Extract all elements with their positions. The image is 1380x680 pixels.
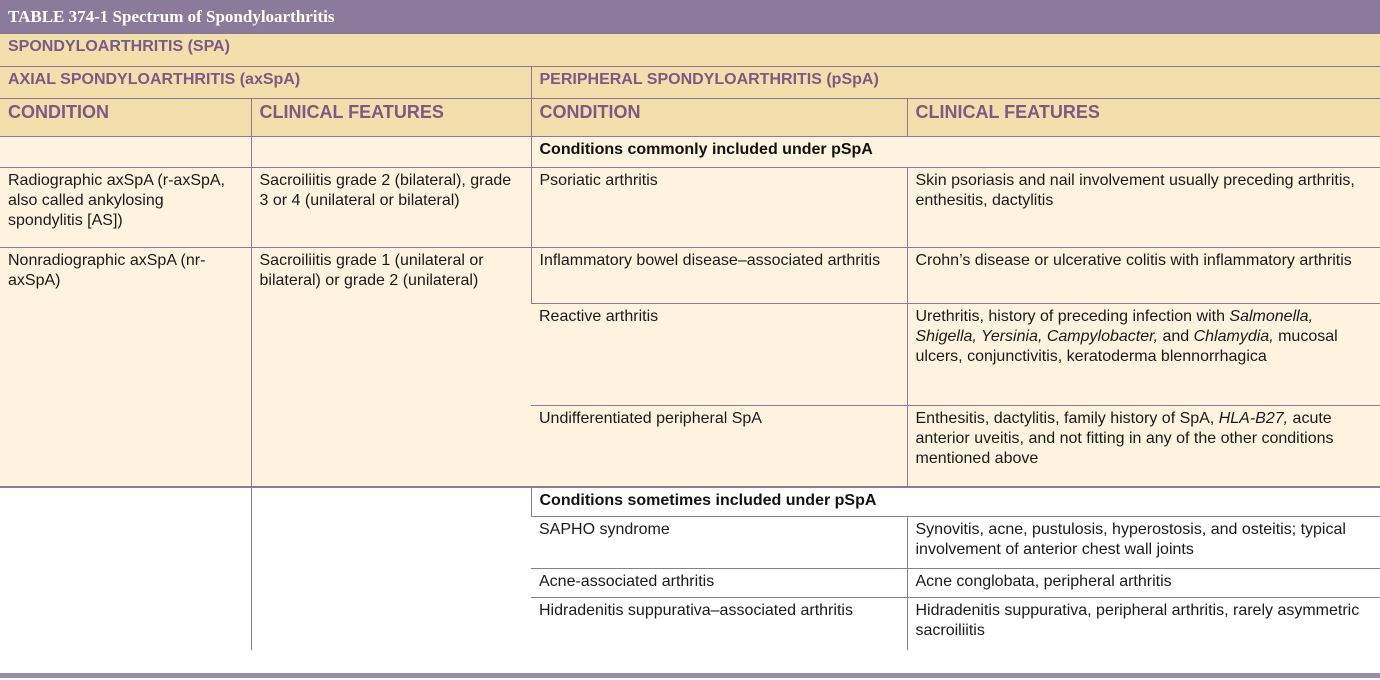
peripheral-condition: SAPHO syndrome	[531, 517, 907, 569]
axial-features: Sacroiliitis grade 2 (bilateral), grade 3 or 4 (unilateral or bilateral)	[251, 168, 531, 248]
group-header-peripheral: PERIPHERAL SPONDYLOARTHRITIS (pSpA)	[531, 67, 1380, 99]
column-header-condition-axial: CONDITION	[0, 99, 251, 137]
column-header-condition-peripheral: CONDITION	[531, 99, 907, 137]
peripheral-features: Crohn’s disease or ulcerative colitis with inflammatory arthritis	[907, 248, 1380, 304]
table-row	[0, 487, 1380, 517]
table-row	[0, 137, 1380, 168]
axial-condition: Nonradiographic axSpA (nr-axSpA)	[0, 248, 251, 487]
table-title: TABLE 374-1 Spectrum of Spondyloarthritis	[0, 0, 1380, 33]
axial-features: Sacroiliitis grade 1 (unilateral or bilateral) or grade 2 (unilateral)	[251, 248, 531, 487]
peripheral-features: Acne conglobata, peripheral arthritis	[907, 569, 1380, 598]
peripheral-condition: Hidradenitis suppurativa–associated arthritis	[531, 598, 907, 650]
empty-cell	[251, 137, 531, 168]
column-header-features-peripheral: CLINICAL FEATURES	[907, 99, 1380, 137]
empty-cell	[0, 487, 251, 650]
peripheral-condition: Undifferentiated peripheral SpA	[531, 406, 907, 487]
section-label-sometimes: Conditions sometimes included under pSpA	[531, 487, 1380, 517]
peripheral-condition: Reactive arthritis	[531, 304, 907, 406]
spondyloarthritis-table	[0, 33, 1380, 650]
table-row	[0, 248, 1380, 304]
section-label-common: Conditions commonly included under pSpA	[531, 137, 1380, 168]
table-row	[0, 168, 1380, 248]
super-header: SPONDYLOARTHRITIS (SPA)	[0, 34, 1380, 67]
peripheral-features: Urethritis, history of preceding infection with Salmonella, Shigella, Yersinia, Campylobacter, and Chlamydia, mucosal ulcers, conjunctivitis, keratoderma blennorrhagica	[907, 304, 1380, 406]
peripheral-condition: Psoriatic arthritis	[531, 168, 907, 248]
empty-cell	[251, 487, 531, 650]
peripheral-condition: Inflammatory bowel disease–associated arthritis	[531, 248, 907, 304]
peripheral-features: Enthesitis, dactylitis, family history of SpA, HLA-B27, acute anterior uveitis, and not fitting in any of the other conditions mentioned above	[907, 406, 1380, 487]
group-header-axial: AXIAL SPONDYLOARTHRITIS (axSpA)	[0, 67, 531, 99]
peripheral-condition: Acne-associated arthritis	[531, 569, 907, 598]
peripheral-features: Synovitis, acne, pustulosis, hyperostosis, and osteitis; typical involvement of anterior chest wall joints	[907, 517, 1380, 569]
axial-condition: Radiographic axSpA (r-axSpA, also called ankylosing spondylitis [AS])	[0, 168, 251, 248]
empty-cell	[0, 137, 251, 168]
peripheral-features: Skin psoriasis and nail involvement usually preceding arthritis, enthesitis, dactylitis	[907, 168, 1380, 248]
peripheral-features: Hidradenitis suppurativa, peripheral arthritis, rarely asymmetric sacroiliitis	[907, 598, 1380, 650]
bottom-rule	[0, 673, 1380, 678]
column-header-features-axial: CLINICAL FEATURES	[251, 99, 531, 137]
